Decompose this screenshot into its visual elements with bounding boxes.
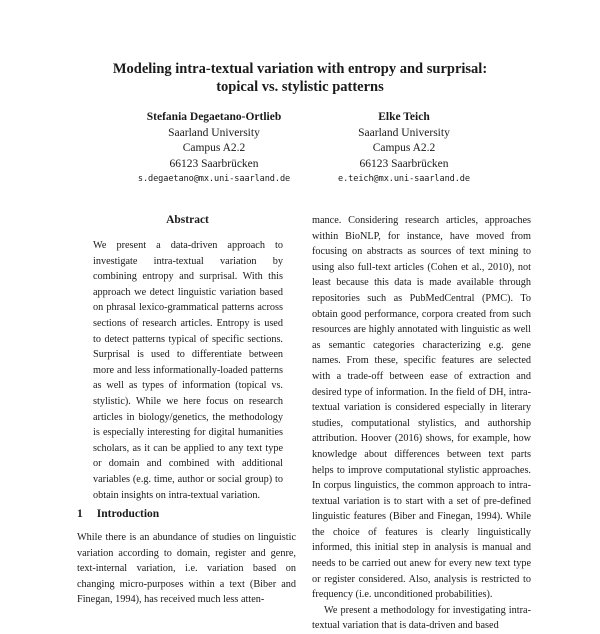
section-title: Introduction xyxy=(96,508,160,520)
author-block-2 xyxy=(289,110,519,187)
section-number: 1 xyxy=(77,508,83,520)
right-paragraph-1: mance. Considering research articles, approaches within BioNLP, for instance, have moved from focusing on abstracts as sources of text mining to using also full-text articles (Cohen et al., 2010), not least because this data is made available through repositories such as PubMedCentral (PMC). To obtain good performance, corpora created from such resources are highly annotated with linguistic as well as semantic categories characterizing e.g. gene names. From these, specific features are selected with a trade-off between ease of extraction and desired type of information. In the field of DH, intra-textual variation is considered especially in literary studies, computational stylistics, and authorship attribution. Hoover (2016) shows, for example, how knowledge about differences between text parts helps to improve computational stylistic approaches. In corpus linguistics, the common approach to intra-textual variation is to start with a set of pre-defined linguistic features (Biber and Finegan, 1994). While the choice of features is clearly linguistically informed, this initial step in analysis is manual and needs to be carried out anew for every new text type or register considered. Also, analysis is restricted to frequency (i.e. unconditioned probabilities). xyxy=(312,215,531,601)
author-address: Campus A2.2 xyxy=(182,142,246,154)
abstract-text xyxy=(93,238,283,503)
author-email: s.degaetano@mx.uni-saarland.de xyxy=(137,174,291,184)
author-email: e.teich@mx.uni-saarland.de xyxy=(338,174,470,184)
author-name: Stefania Degaetano-Ortlieb xyxy=(146,111,282,123)
abstract-paragraph: We present a data-driven approach to investigate intra-textual variation by combining entropy and surprisal. With this approach we detect linguistic variation based on phrasal lexico-grammatical patterns across sections of research articles. Entropy is used to detect patterns typical of specific sections. Surprisal is used to differentiate between more and less informationally-loaded patterns as well as types of information (topical vs. stylistic). While we here focus on research articles in biology/genetics, the methodology is especially interesting for digital humanities scholars, as it can be applied to any text type or domain and combined with additional variables (e.g. time, author or social group) to obtain insights on intra-textual variation. xyxy=(93,240,283,501)
introduction-text xyxy=(77,530,296,608)
author-city: 66123 Saarbrücken xyxy=(169,157,259,170)
author-city: 66123 Saarbrücken xyxy=(359,157,449,170)
paper-title xyxy=(0,60,600,96)
author-affiliation: Saarland University xyxy=(168,126,260,139)
right-paragraph-2: We present a methodology for investigating intra-textual variation that is data-driven and based xyxy=(312,604,531,632)
section-heading-introduction xyxy=(77,508,159,520)
title-line-2: topical vs. stylistic patterns xyxy=(216,79,384,95)
right-column-text xyxy=(312,213,531,634)
abstract-heading: Abstract xyxy=(166,214,209,226)
author-address: Campus A2.2 xyxy=(372,142,436,154)
author-name: Elke Teich xyxy=(378,111,430,123)
title-line-1: Modeling intra-textual variation with entropy and surprisal: xyxy=(112,61,488,77)
author-affiliation: Saarland University xyxy=(358,126,450,139)
intro-paragraph: While there is an abundance of studies on linguistic variation according to domain, register and genre, text-internal variation, i.e. variation based on changing micro-purposes within a text (Biber and Finegan, 1994), has received much less atten- xyxy=(77,532,296,606)
